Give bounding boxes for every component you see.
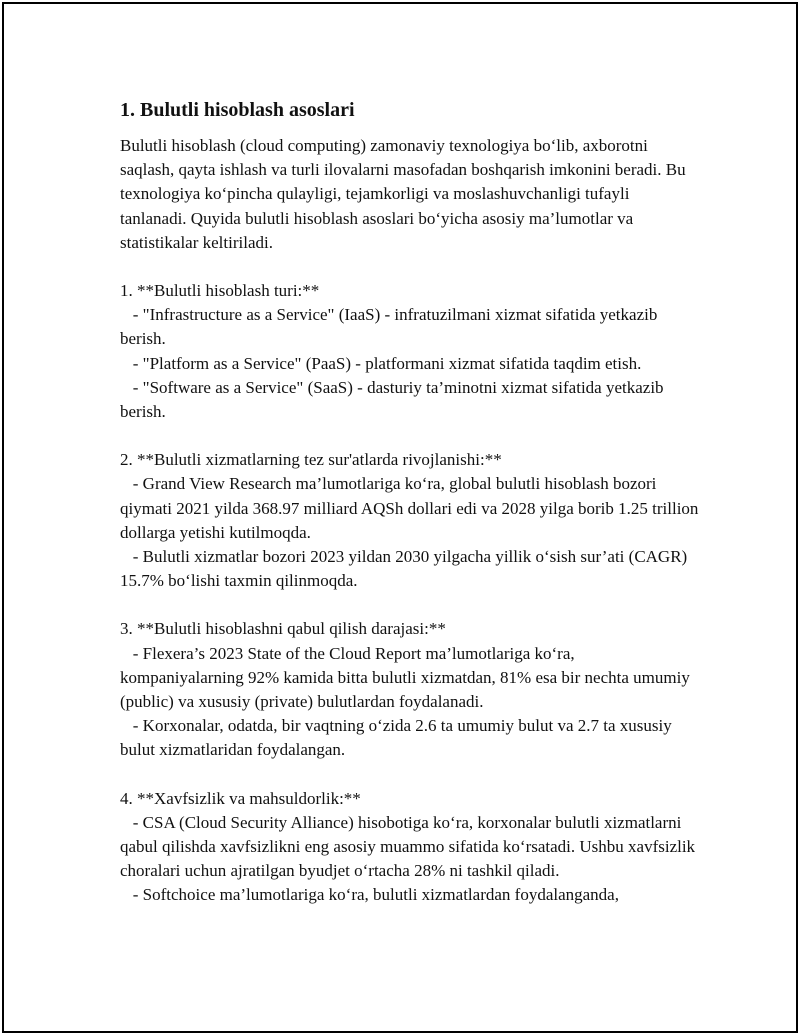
bullet-item: - CSA (Cloud Security Alliance) hisobotiga ko‘ra, korxonalar bulutli xizmatlarni qabul qilishda xavfsizlikni eng asosiy muammo sifatida ko‘rsatadi. Ushbu xavfsizlik choralari uchun ajratilgan byudjet o‘rtacha 28% ni tashkil qiladi. bbox=[120, 812, 700, 881]
section-heading: 3. **Bulutli hisoblashni qabul qilish darajasi:** bbox=[120, 619, 446, 639]
bullet-item: - "Platform as a Service" (PaaS) - platformani xizmat sifatida taqdim etish. bbox=[120, 353, 642, 373]
document-content bbox=[120, 96, 703, 908]
section-3 bbox=[120, 617, 700, 762]
bullet-item: - Grand View Research ma’lumotlariga ko‘ra, global bulutli hisoblash bozori qiymati 2021 yilda 368.97 milliard AQSh dollari edi va 2028 yilga borib 1.25 trillion dollarga yetishi kutilmoqda. bbox=[120, 474, 703, 542]
section-4 bbox=[120, 787, 700, 908]
bullet-item: - "Software as a Service" (SaaS) - dasturiy ta’minotni xizmat sifatida yetkazib berish. bbox=[120, 377, 668, 422]
bullet-item: - Korxonalar, odatda, bir vaqtning o‘zida 2.6 ta umumiy bulut va 2.7 ta xususiy bulut xizmatlaridan foydalangan. bbox=[120, 716, 676, 760]
section-1 bbox=[120, 279, 700, 424]
bullet-item: - Bulutli xizmatlar bozori 2023 yildan 2030 yilgacha yillik o‘sish sur’ati (CAGR) 15.7% bo‘lishi taxmin qilinmoqda. bbox=[120, 547, 692, 591]
section-heading: 1. **Bulutli hisoblash turi:** bbox=[120, 281, 320, 301]
document-page bbox=[2, 2, 798, 1033]
page-title: 1. Bulutli hisoblash asoslari bbox=[120, 99, 355, 121]
bullet-item: - "Infrastructure as a Service" (IaaS) - infratuzilmani xizmat sifatida yetkazib berish. bbox=[120, 305, 662, 349]
section-2 bbox=[120, 448, 703, 593]
intro-paragraph: Bulutli hisoblash (cloud computing) zamonaviy texnologiya bo‘lib, axborotni saqlash, qayta ishlash va turli ilovalarni masofadan boshqarish imkonini beradi. Bu texnologiya ko‘pincha qulayligi, tejamkorligi va moslashuvchanligi tufayli tanlanadi. Quyida bulutli hisoblash asoslari bo‘yicha asosiy ma’lumotlar va statistikalar keltiriladi. bbox=[120, 136, 686, 252]
section-heading: 2. **Bulutli xizmatlarning tez sur'atlarda rivojlanishi:** bbox=[120, 450, 502, 470]
section-heading: 4. **Xavfsizlik va mahsuldorlik:** bbox=[120, 788, 361, 808]
bullet-item: - Softchoice ma’lumotlariga ko‘ra, bulutli xizmatlardan foydalanganda, bbox=[120, 885, 619, 905]
bullet-item: - Flexera’s 2023 State of the Cloud Report ma’lumotlariga ko‘ra, kompaniyalarning 92% kamida bitta bulutli xizmatdan, 81% esa bir nechta umumiy (public) va xususiy (private) bulutlardan foydalanadi. bbox=[120, 643, 695, 712]
